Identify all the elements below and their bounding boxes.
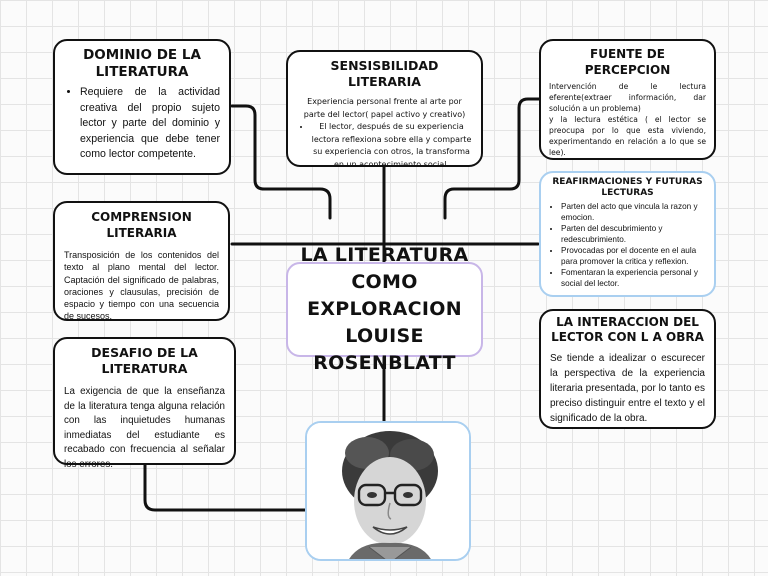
- center-title-line-3: LOUISE ROSENBLATT: [313, 325, 456, 374]
- sensibilidad-bullet: • El lector, después de su experiencia lectora reflexiona sobre ella y comparte su experiencia con otros, la transforma en un acontecimiento social.: [311, 121, 472, 171]
- desafio-box: [53, 337, 236, 470]
- dominio-box: [53, 39, 231, 175]
- fuente-text-2: y la lectura estética ( el lector se preocupa por lo que esta viviendo, experimentando en relación a lo que se lee).: [549, 115, 706, 157]
- interaccion-title: LA INTERACCION DEL LECTOR CON L A OBRA: [551, 315, 704, 344]
- fuente-text-1: Intervención de le lectura eferente(extraer información, dar solución a un problema): [549, 82, 706, 113]
- center-title-box: [286, 244, 483, 374]
- reafirmaciones-item: • Parten del descubrimiento y redescubrimiento.: [561, 223, 706, 245]
- reafirmaciones-item: • Provocadas por el docente en el aula para promover la critica y reflexion.: [561, 245, 706, 267]
- interaccion-text: Se tiende a idealizar o escurecer la perspectiva de la experiencia literaria presentada, por lo tanto es preciso distinguir entre el texto y el significado de la obra.: [550, 353, 705, 424]
- dominio-list: [64, 85, 220, 163]
- sensibilidad-title: SENSISBILIDAD LITERARIA: [330, 58, 439, 89]
- dominio-title: DOMINIO DE LA LITERATURA: [83, 47, 201, 80]
- interaccion-box: [539, 309, 716, 429]
- portrait-image: [307, 423, 471, 561]
- reafirmaciones-item: • Fomentaran la experiencia personal y social del lector.: [561, 267, 706, 289]
- reafirmaciones-title: REAFIRMACIONES Y FUTURAS LECTURAS: [552, 177, 703, 198]
- comprension-text: Transposición de los contenidos del texto al plano mental del lector. Captación del significado de palabras, oraciones y clausulas, precisión de espacio y tiempo con una secuencia de sucesos.: [64, 250, 219, 322]
- dominio-text: • Requiere de la actividad creativa del propio sujeto lector y parte del dominio y experiencia que debe tener como lector competente.: [80, 85, 220, 163]
- desafio-title: DESAFIO DE LA LITERATURA: [91, 345, 198, 376]
- center-title-line-1: LA LITERATURA: [300, 244, 469, 266]
- reafirmaciones-box: [539, 171, 716, 297]
- sensibilidad-text: Experiencia personal frente al arte por parte del lector( papel activo y creativo): [303, 97, 466, 119]
- reafirmaciones-list: [549, 201, 706, 289]
- desafio-text: La exigencia de que la enseñanza de la literatura tenga alguna relación con las inquietudes humanas inmediatas del estudiante es recabado con frecuencia al señalar los errores.: [64, 386, 225, 470]
- reafirmaciones-item: • Parten del acto que vincula la razon y emocion.: [561, 201, 706, 223]
- comprension-box: [53, 201, 230, 321]
- sensibilidad-box: [286, 50, 483, 167]
- sensibilidad-list: [297, 121, 472, 171]
- center-title-line-2: COMO EXPLORACION: [307, 271, 462, 320]
- fuente-title: FUENTE DE PERCEPCION: [584, 47, 671, 77]
- comprension-title: COMPRENSION LITERARIA: [91, 210, 192, 240]
- fuente-box: [539, 39, 716, 160]
- portrait-photo: [305, 421, 471, 561]
